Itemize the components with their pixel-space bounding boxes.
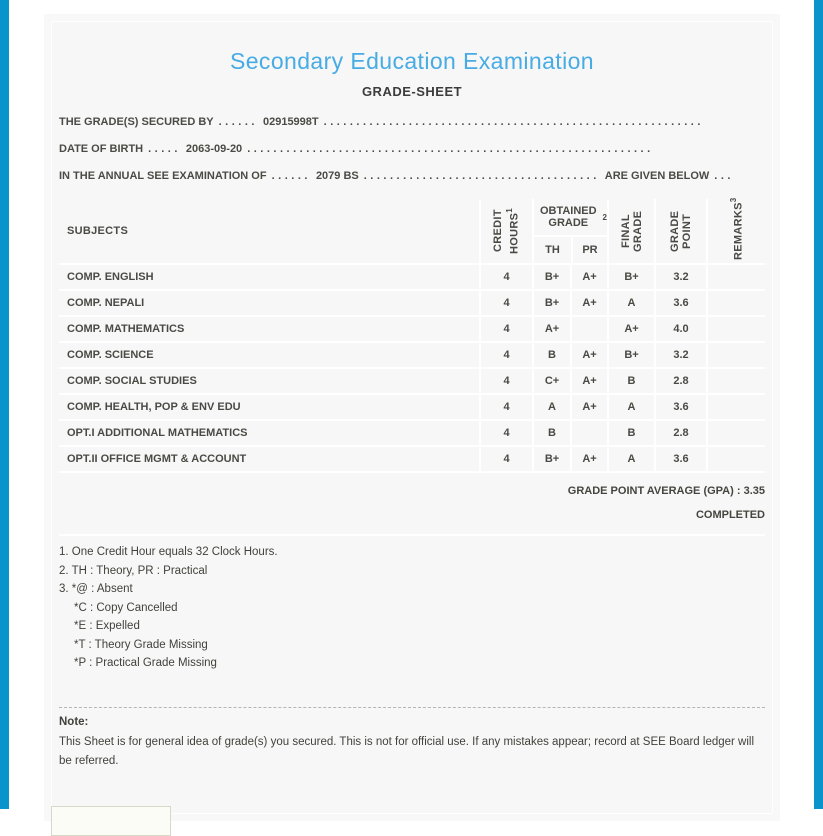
dob-value: 2063-09-20 xyxy=(185,143,243,155)
pr-grade xyxy=(571,420,608,446)
footnote-line: *E : Expelled xyxy=(74,620,140,632)
remarks-value xyxy=(707,316,765,342)
grade-point: 3.6 xyxy=(655,290,707,316)
note-label: Note: xyxy=(59,715,89,728)
subject-name: COMP. SCIENCE xyxy=(59,342,480,368)
remarks-value xyxy=(707,368,765,394)
gpa-line xyxy=(59,485,765,497)
col-header-remarks: REMARKS$^3$ xyxy=(707,199,765,264)
pr-grade: A+ xyxy=(571,394,608,420)
remarks-value xyxy=(707,420,765,446)
dot-leader: .................................... xyxy=(363,170,600,182)
col-header-grade-point: GRADE POINT xyxy=(655,199,707,264)
remarks-value xyxy=(707,342,765,368)
grade-point: 4.0 xyxy=(655,316,707,342)
credit-hours-value: 4 xyxy=(480,316,533,342)
credit-hours-value: 4 xyxy=(480,290,533,316)
result-panel xyxy=(44,14,780,821)
dot-leader: ...... xyxy=(218,116,258,128)
exam-year-line xyxy=(59,170,765,183)
footnote-line: 1. One Credit Hour equals 32 Clock Hours. xyxy=(59,546,278,558)
exam-label: IN THE ANNUAL SEE EXAMINATION OF xyxy=(59,170,267,182)
final-grade: A xyxy=(608,446,655,472)
remarks-value xyxy=(707,264,765,290)
col-header-final-grade: FINAL GRADE xyxy=(608,199,655,264)
remarks-value xyxy=(707,394,765,420)
page-right-border xyxy=(814,0,823,809)
exam-year-value: 2079 BS xyxy=(315,170,359,182)
secured-by-line xyxy=(59,116,765,129)
final-grade: B+ xyxy=(608,264,655,290)
col-header-th: TH xyxy=(545,243,560,256)
remarks-value xyxy=(707,290,765,316)
th-grade: B+ xyxy=(533,264,571,290)
table-row xyxy=(59,368,765,394)
subject-name: COMP. MATHEMATICS xyxy=(59,316,480,342)
secured-by-label: THE GRADE(S) SECURED BY xyxy=(59,116,214,128)
page-left-border xyxy=(0,0,9,809)
dob-label: DATE OF BIRTH xyxy=(59,143,144,155)
col-header-pr: PR xyxy=(571,237,607,263)
final-grade: B+ xyxy=(608,342,655,368)
final-grade: A+ xyxy=(608,316,655,342)
col-header-credit-hours: CREDIT HOURS$^1$ xyxy=(480,199,533,264)
pr-grade: A+ xyxy=(571,446,608,472)
final-grade: B xyxy=(608,420,655,446)
dot-leader: ..... xyxy=(148,143,181,155)
footnote-line: 2. TH : Theory, PR : Practical xyxy=(59,564,208,577)
bottom-action-button[interactable] xyxy=(51,806,171,836)
credit-hours-value: 4 xyxy=(480,342,533,368)
final-grade: B xyxy=(608,368,655,394)
th-grade: B xyxy=(533,420,571,446)
final-grade: A xyxy=(608,290,655,316)
table-row xyxy=(59,446,765,472)
footnotes xyxy=(59,543,765,673)
grade-point: 3.6 xyxy=(655,394,707,420)
th-grade: A+ xyxy=(533,316,571,342)
exam-suffix: ARE GIVEN BELOW xyxy=(604,170,710,182)
th-grade: C+ xyxy=(533,368,571,394)
grade-point: 3.2 xyxy=(655,264,707,290)
grade-point: 3.2 xyxy=(655,342,707,368)
date-of-birth-line xyxy=(59,143,765,156)
grades-table xyxy=(59,199,765,473)
footnote-line: *P : Practical Grade Missing xyxy=(74,657,217,669)
subject-name: OPT.I ADDITIONAL MATHEMATICS xyxy=(59,420,480,446)
subject-name: COMP. SOCIAL STUDIES xyxy=(59,368,480,394)
dashed-divider xyxy=(59,707,765,708)
subject-name: COMP. NEPALI xyxy=(59,290,480,316)
pr-grade: A+ xyxy=(571,368,608,394)
table-row xyxy=(59,290,765,316)
grade-point: 2.8 xyxy=(655,368,707,394)
gpa-label: GRADE POINT AVERAGE (GPA) : xyxy=(567,485,741,497)
pr-grade: A+ xyxy=(571,290,608,316)
col-header-obtained-grade: OBTAINED GRADE 2 TH PR xyxy=(533,199,608,264)
footnote-line: *T : Theory Grade Missing xyxy=(74,638,208,651)
note-body: This Sheet is for general idea of grade(s) you secured. This is not for official use. If any mistakes appear; record at SEE Board ledger will be referred. xyxy=(59,735,755,767)
credit-hours-value: 4 xyxy=(480,368,533,394)
subject-name: COMP. ENGLISH xyxy=(59,264,480,290)
dot-leader: ...... xyxy=(271,170,311,182)
gpa-value: 3.35 xyxy=(743,485,765,497)
subject-name: OPT.II OFFICE MGMT & ACCOUNT xyxy=(59,446,480,472)
col-header-subjects: SUBJECTS xyxy=(67,225,129,237)
status-badge: COMPLETED xyxy=(695,509,765,521)
sheet-subtitle: GRADE-SHEET xyxy=(361,84,463,99)
symbol-number-value: 02915998T xyxy=(262,116,319,128)
student-info xyxy=(59,116,765,183)
credit-hours-value: 4 xyxy=(480,446,533,472)
th-grade: B+ xyxy=(533,290,571,316)
footnote-line: 3. *@ : Absent xyxy=(59,583,133,595)
result-summary xyxy=(59,473,765,536)
th-grade: B+ xyxy=(533,446,571,472)
dot-leader: .............................................................. xyxy=(247,143,654,155)
pr-grade: A+ xyxy=(571,342,608,368)
table-row xyxy=(59,420,765,446)
table-row xyxy=(59,394,765,420)
table-header-row xyxy=(59,199,765,264)
final-grade: A xyxy=(608,394,655,420)
th-grade: B xyxy=(533,342,571,368)
credit-hours-value: 4 xyxy=(480,264,533,290)
table-row xyxy=(59,316,765,342)
table-row xyxy=(59,342,765,368)
footnote-line: *C : Copy Cancelled xyxy=(74,601,178,614)
page-title: Secondary Education Examination xyxy=(229,48,594,74)
credit-hours-value: 4 xyxy=(480,420,533,446)
table-row xyxy=(59,264,765,290)
pr-grade: A+ xyxy=(571,264,608,290)
subject-name: COMP. HEALTH, POP & ENV EDU xyxy=(59,394,480,420)
pr-grade xyxy=(571,316,608,342)
dot-leader: ... xyxy=(714,170,734,182)
grade-sheet xyxy=(51,21,773,814)
th-grade: A xyxy=(533,394,571,420)
remarks-value xyxy=(707,446,765,472)
dot-leader: .......................................................... xyxy=(323,116,704,128)
grade-point: 2.8 xyxy=(655,420,707,446)
credit-hours-value: 4 xyxy=(480,394,533,420)
grade-point: 3.6 xyxy=(655,446,707,472)
